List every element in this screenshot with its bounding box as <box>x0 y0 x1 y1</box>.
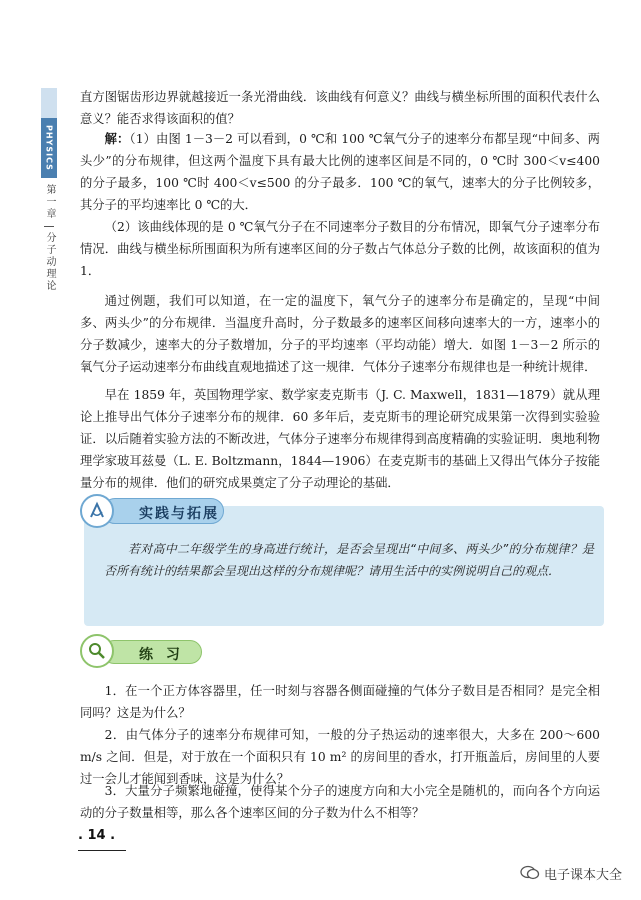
exercise-header <box>80 634 210 668</box>
page-number: . 14 . <box>78 828 116 843</box>
side-tab-cap <box>41 88 57 118</box>
physics-brand <box>41 118 57 178</box>
practice-text: 若对高中二年级学生的身高进行统计，是否会呈现出“中间多、两头少”的分布规律？是否所有统计的结果都会呈现出这样的分布规律呢？请用生活中的实例说明自己的观点． <box>104 542 594 578</box>
side-divider <box>44 226 54 227</box>
solution-part-1 <box>80 128 600 216</box>
compass-icon <box>80 494 114 528</box>
exercise-item-1: 1．在一个正方体容器里，任一时刻与容器各侧面碰撞的气体分子数目是否相同？是完全相同吗？这是为什么？ <box>80 684 600 720</box>
history-paragraph: 早在 1859 年，英国物理学家、数学家麦克斯韦（J. C. Maxwell，1831—1879）就从理论上推导出气体分子速率分布的规律．60 多年后，麦克斯韦的理论研究成果第一次得到实验验证．以后随着实验方法的不断改进，气体分子速率分布规律得到高度精确的实验证明．奥地利物理学家玻耳兹曼（L. E. Boltzmann，1844—1906）在麦克斯韦的基础上又得出气体分子按能量分布的规律．他们的研究成果奠定了分子动理论的基础． <box>80 388 600 490</box>
solution-label: 解： <box>104 131 130 146</box>
practice-header <box>80 494 230 526</box>
chapter-side-tab <box>41 88 57 318</box>
solution-part-1-text: （1）由图 1－3－2 可以看到，0 ℃和 100 ℃氧气分子的速率分布都呈现“中间多、两头少”的分布规律，但这两个温度下具有最大比例的速率区间是不同的，0 ℃时 300＜v≤400 的分子最多，100 ℃时 400＜v≤500 的分子最多．100 ℃的氧气，速率大的分子比例较多，其分子的平均速率比 0 ℃的大． <box>80 132 600 212</box>
exercise-item-2: 2．由气体分子的速率分布规律可知，一般的分子热运动的速率很大，大多在 200～600 m/s 之间．但是，对于放在一个面积只有 10 m² 的房间里的香水，打开瓶盖后，房间里的人要过一会儿才能闻到香味，这是为什么？ <box>80 728 600 786</box>
magnifier-icon <box>80 634 114 668</box>
chapter-title: 分子动理论 <box>44 232 55 292</box>
intro-paragraph: 直方图锯齿形边界就越接近一条光滑曲线．该曲线有何意义？曲线与横坐标所围的面积代表什么意义？能否求得该面积的值？ <box>80 90 600 126</box>
exercise-pill <box>102 640 202 664</box>
exercise-item-3: 3．大量分子频繁地碰撞，使得某个分子的速度方向和大小完全是随机的，而向各个方向运动的分子数量相等，那么各个速率区间的分子数为什么不相等？ <box>80 784 600 820</box>
practice-title: 实践与拓展 <box>139 506 219 522</box>
side-tab-strip <box>41 88 57 178</box>
source-name: 电子课本大全 <box>544 867 623 883</box>
chapter-number: 第一章 <box>44 184 55 220</box>
physics-brand-text: PHYSICS <box>44 125 54 171</box>
practice-pill <box>102 498 224 524</box>
source-watermark <box>520 862 622 884</box>
page-rule <box>78 850 126 851</box>
solution-part-2: （2）该曲线体现的是 0 ℃氧气分子在不同速率分子数目的分布情况，即氧气分子速率分布情况．曲线与横坐标所围面积为所有速率区间的分子数占气体总分子数的比例，故该面积的值为 1． <box>80 220 600 278</box>
wechat-icon <box>520 865 540 881</box>
summary-paragraph: 通过例题，我们可以知道，在一定的温度下，氧气分子的速率分布是确定的，呈现“中间多、两头少”的分布规律．当温度升高时，分子数最多的速率区间移向速率大的一方，速率小的分子数减少，速率大的分子数增加，分子的平均速率（平均动能）增大．如图 1－3－2 所示的氧气分子运动速率分布曲线直观地描述了这一规律．气体分子速率分布规律也是一种统计规律． <box>80 294 600 374</box>
exercise-title: 练 习 <box>139 647 184 663</box>
